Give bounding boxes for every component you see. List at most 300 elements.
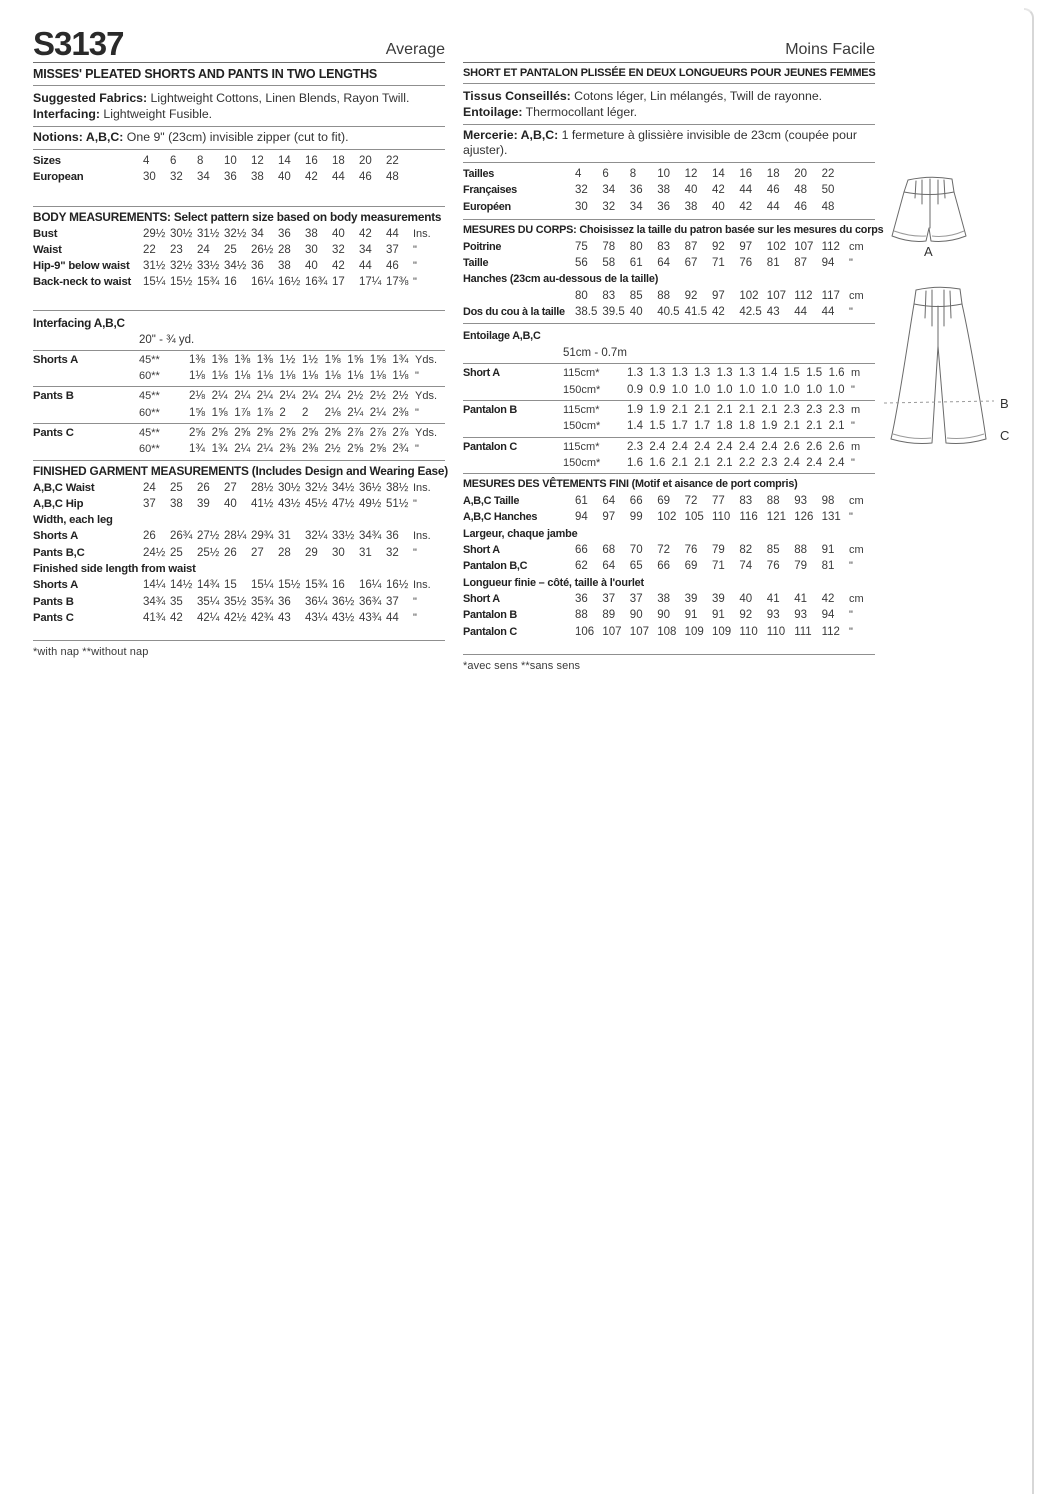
- cell-value: 4: [575, 168, 582, 180]
- cell-value: 1.0: [671, 383, 688, 396]
- cell-value: 36: [575, 592, 588, 605]
- interfacing-text-en: Lightweight Fusible.: [99, 107, 213, 121]
- cell-value: 107: [629, 625, 649, 638]
- cell-value: 31: [278, 530, 291, 543]
- cell-value: 31½: [143, 260, 166, 273]
- cell-value: 2.3: [806, 403, 823, 416]
- cell-value: 126: [794, 511, 814, 524]
- cell-value: 38: [657, 184, 670, 197]
- cell-value: 37: [629, 592, 643, 605]
- table-row: [463, 509, 875, 525]
- cell-value: 16: [739, 168, 753, 180]
- cell-value: 32½: [170, 260, 193, 273]
- cell-value: 2⅝: [256, 426, 273, 439]
- cell-value: 33½: [332, 530, 355, 543]
- cell-value: 48: [794, 184, 807, 197]
- cell-value: 26: [143, 530, 156, 543]
- row-label: Françaises: [463, 184, 517, 197]
- cell-value: 2.3: [627, 440, 643, 453]
- cell-value: 2⅝: [324, 426, 341, 439]
- cell-value: 2.4: [738, 440, 755, 453]
- row-label: Pants B: [33, 595, 74, 608]
- cell-value: 22: [386, 155, 399, 167]
- row-unit: ": [413, 276, 417, 289]
- cell-value: 28½: [251, 481, 274, 494]
- cell-value: 30: [332, 546, 345, 559]
- cell-value: 42: [332, 260, 345, 273]
- row-width-sub: 45**: [139, 353, 160, 366]
- cell-value: 121: [766, 511, 786, 524]
- table-row: [463, 558, 875, 574]
- table-row: [33, 610, 445, 626]
- cell-value: 1.6: [627, 456, 643, 469]
- cell-value: 36¾: [359, 595, 382, 608]
- cell-value: 15½: [170, 276, 193, 289]
- row-label: European: [33, 171, 84, 184]
- cell-value: 2⅝: [302, 426, 318, 439]
- cell-value: 45½: [305, 497, 328, 510]
- cell-value: 15¼: [251, 579, 274, 592]
- cell-value: 2¾: [392, 443, 409, 456]
- cell-value: 64: [657, 257, 670, 270]
- cell-value: 14: [278, 155, 291, 167]
- cell-value: 94: [575, 511, 588, 524]
- cell-value: 1.3: [716, 367, 733, 380]
- finished-title-en: FINISHED GARMENT MEASUREMENTS (Includes Design and Wearing Ease): [33, 463, 449, 478]
- cell-value: 102: [657, 511, 677, 524]
- table-row: [463, 288, 875, 304]
- cell-value: 26¾: [170, 530, 193, 543]
- cell-value: 38: [170, 497, 183, 510]
- cell-value: 43½: [278, 497, 301, 510]
- cell-value: 2⅝: [369, 443, 386, 456]
- table-row: [33, 258, 445, 274]
- cell-value: 14¾: [197, 579, 220, 592]
- cell-value: 1⅛: [324, 370, 341, 383]
- garment-line-drawings: [882, 148, 1034, 483]
- cell-value: 2⅜: [392, 406, 409, 419]
- row-unit: ": [413, 595, 417, 608]
- french-panel: [463, 28, 884, 672]
- notions-fr: [463, 125, 875, 163]
- cell-value: 110: [739, 625, 758, 638]
- cell-value: 38: [684, 200, 698, 213]
- cell-value: 31: [359, 546, 372, 559]
- table-row: [463, 239, 875, 255]
- cell-value: 34: [359, 243, 372, 256]
- cell-value: 1⅞: [256, 406, 273, 419]
- cell-value: 2½: [347, 390, 364, 403]
- cell-value: 36¼: [305, 595, 328, 608]
- cell-value: 38½: [386, 481, 409, 494]
- row-unit: cm: [848, 289, 864, 302]
- cell-value: 24: [143, 481, 156, 494]
- cell-value: 2⅛: [324, 406, 341, 419]
- cell-value: 72: [657, 544, 670, 557]
- cell-value: 16½: [278, 276, 301, 289]
- cell-value: 62: [575, 560, 588, 573]
- cell-value: 44: [821, 306, 835, 319]
- cell-value: 29: [305, 546, 318, 559]
- cell-value: 106: [575, 625, 595, 638]
- cell-value: 34½: [224, 260, 247, 273]
- cell-value: 2½: [392, 390, 409, 403]
- interfacing-block-fr: [463, 324, 875, 363]
- cell-value: 1⅝: [189, 406, 205, 419]
- row-label: Sizes: [33, 155, 61, 167]
- row-unit: ": [848, 511, 853, 524]
- cell-value: 34: [197, 171, 210, 184]
- cell-value: 2⅝: [211, 426, 228, 439]
- difficulty-en: Average: [385, 41, 445, 58]
- row-unit: ": [415, 406, 419, 419]
- cell-value: 1.0: [738, 383, 755, 396]
- cell-value: 40.5: [657, 306, 680, 319]
- cell-value: 1¾: [392, 353, 409, 366]
- row-unit: ": [413, 611, 417, 624]
- cell-value: 2.1: [671, 456, 688, 469]
- cell-value: 32: [575, 184, 588, 197]
- row-unit: m: [850, 367, 861, 380]
- cell-value: 43: [766, 306, 780, 319]
- row-label: Pantalon B,C: [463, 560, 528, 573]
- row-unit: cm: [848, 544, 864, 557]
- cell-value: 1⅜: [234, 353, 251, 366]
- view-c-label: C: [1000, 428, 1010, 443]
- cell-value: 1.4: [761, 367, 778, 380]
- cell-value: 32: [602, 200, 616, 213]
- cell-value: 18: [332, 155, 345, 167]
- cell-value: 42¾: [251, 611, 274, 624]
- cell-value: 67: [684, 257, 698, 270]
- cell-value: 80: [629, 240, 643, 253]
- row-unit: cm: [848, 495, 864, 508]
- cell-value: 36: [251, 260, 264, 273]
- table-row: [33, 226, 445, 242]
- cell-value: 2.4: [828, 456, 845, 469]
- interfacing-yardage-en: 20" - ¾ yd.: [139, 333, 195, 346]
- row-unit: ": [413, 546, 417, 559]
- cell-value: 2.6: [806, 440, 823, 453]
- cell-value: 1.9: [649, 403, 666, 416]
- cell-value: 2.1: [761, 403, 778, 416]
- cell-value: 10: [657, 168, 670, 180]
- cell-value: 2⅝: [347, 443, 364, 456]
- cell-value: 42.5: [739, 306, 762, 319]
- cell-value: 2.2: [738, 456, 755, 469]
- cell-value: 76: [739, 257, 753, 270]
- cell-value: 1⅛: [189, 370, 205, 383]
- cell-value: 85: [629, 289, 643, 302]
- cell-value: 112: [821, 240, 840, 253]
- row-unit: ": [848, 560, 853, 573]
- fabrics-text-en: Lightweight Cottons, Linen Blends, Rayon Twill.: [147, 91, 410, 105]
- table-row: [463, 493, 875, 509]
- cell-value: 1½: [302, 353, 318, 366]
- row-unit: ": [848, 609, 853, 622]
- cell-value: 28: [278, 546, 291, 559]
- row-unit: ": [413, 497, 417, 510]
- cell-value: 2½: [324, 443, 341, 456]
- cell-value: 2⅝: [234, 426, 251, 439]
- yardage-pantalon-c-fr: [463, 438, 875, 474]
- cell-value: 1.0: [783, 383, 800, 396]
- cell-value: 74: [739, 560, 753, 573]
- cell-value: 36½: [332, 595, 355, 608]
- table-row: [33, 169, 445, 185]
- interfacing-text-fr: Thermocollant léger.: [522, 105, 638, 119]
- cell-value: 10: [224, 155, 237, 167]
- table-row: [33, 388, 445, 404]
- cell-value: 2⅝: [189, 426, 205, 439]
- cell-value: 66: [629, 495, 643, 508]
- cell-value: 97: [739, 240, 753, 253]
- cell-value: 43¾: [359, 611, 382, 624]
- cell-value: 39: [711, 592, 725, 605]
- cell-value: 2⅜: [302, 443, 318, 456]
- table-row: [33, 480, 445, 496]
- cell-value: 41: [766, 592, 780, 605]
- cell-value: 2¼: [302, 390, 318, 403]
- cell-value: 2⅝: [279, 426, 296, 439]
- cell-value: 1.5: [806, 367, 823, 380]
- cell-value: 44: [766, 200, 780, 213]
- row-label: Short A: [463, 367, 500, 380]
- row-label: Shorts A: [33, 530, 79, 543]
- cell-value: 36: [386, 530, 399, 543]
- cell-value: 34¾: [143, 595, 166, 608]
- notions-text-fr: 1 fermeture à glissière invisible de 23cm (coupée pour ajuster).: [463, 128, 857, 157]
- cell-value: 93: [766, 609, 780, 622]
- fabrics-text-fr: Cotons léger, Lin mélangés, Twill de rayonne.: [570, 89, 823, 103]
- cell-value: 15¾: [305, 579, 328, 592]
- cell-value: 2.4: [649, 440, 666, 453]
- sizes-table-fr: [463, 163, 875, 215]
- pattern-code: S3137: [33, 25, 124, 62]
- row-unit: ": [413, 243, 417, 256]
- cell-value: 17¼: [359, 276, 382, 289]
- cell-value: 112: [794, 289, 813, 302]
- cell-value: 83: [739, 495, 753, 508]
- cell-value: 48: [821, 200, 835, 213]
- cell-value: 28¼: [224, 530, 247, 543]
- cell-value: 40: [224, 497, 237, 510]
- cell-value: 1⅝: [324, 353, 341, 366]
- cell-value: 46: [386, 260, 399, 273]
- finished-table-en: [33, 480, 445, 627]
- interfacing-label-en: Interfacing:: [33, 107, 100, 121]
- cell-value: 2.1: [694, 456, 711, 469]
- cell-value: 42½: [224, 611, 247, 624]
- row-label: Bust: [33, 227, 58, 240]
- row-label: Pants C: [33, 611, 74, 624]
- table-row: [33, 577, 445, 593]
- cell-value: 82: [739, 544, 753, 557]
- cell-value: 14¼: [143, 579, 166, 592]
- table-row: [33, 441, 445, 457]
- row-label: Back-neck to waist: [33, 276, 132, 289]
- cell-value: 89: [602, 609, 616, 622]
- cell-value: 91: [711, 609, 725, 622]
- cell-value: 27½: [197, 530, 220, 543]
- cell-value: 97: [602, 511, 616, 524]
- body-measurements-table-fr: [463, 239, 875, 320]
- yardage-shorts-a-en: [33, 351, 445, 387]
- cell-value: 25: [170, 546, 183, 559]
- table-row: [463, 542, 875, 558]
- cell-value: 32: [332, 243, 345, 256]
- cell-value: 116: [739, 511, 758, 524]
- row-unit: Ins.: [413, 530, 431, 543]
- cell-value: 36: [629, 184, 643, 197]
- cell-value: 46: [794, 200, 807, 213]
- cell-value: 1⅝: [369, 353, 386, 366]
- cell-value: 2⅞: [347, 426, 364, 439]
- cell-value: 35¾: [251, 595, 274, 608]
- table-row: [463, 182, 875, 198]
- row-unit: ": [848, 257, 853, 270]
- row-unit: ": [415, 370, 419, 383]
- notions-label-en: Notions: A,B,C:: [33, 130, 124, 144]
- cell-value: 38.5: [575, 306, 598, 319]
- cell-value: 61: [629, 257, 643, 270]
- cell-value: 12: [251, 155, 264, 167]
- cell-value: 107: [794, 240, 814, 253]
- cell-value: 44: [794, 306, 807, 319]
- cell-value: 1.3: [671, 367, 688, 380]
- row-width-sub: 150cm*: [563, 383, 601, 396]
- cell-value: 40: [278, 171, 291, 184]
- cell-value: 102: [739, 289, 759, 302]
- cell-value: 30: [143, 171, 156, 184]
- cell-value: 58: [602, 257, 616, 270]
- cell-value: 109: [684, 625, 704, 638]
- cell-value: 42: [821, 592, 835, 605]
- cell-value: 2.4: [671, 440, 688, 453]
- cell-value: 1.6: [828, 367, 845, 380]
- cell-value: 30: [575, 200, 588, 213]
- row-width-sub: 45**: [139, 426, 160, 439]
- table-row: [463, 607, 875, 623]
- cell-value: 79: [794, 560, 807, 573]
- row-width-sub: 45**: [139, 390, 160, 403]
- cell-value: 2.6: [783, 440, 800, 453]
- cell-value: 40: [739, 592, 753, 605]
- cell-value: 79: [711, 544, 725, 557]
- row-label: Pantalon C: [463, 625, 517, 638]
- yardage-short-a-fr: [463, 364, 875, 400]
- row-unit: Ins.: [413, 227, 431, 240]
- cell-value: 2¼: [347, 406, 364, 419]
- cell-value: 109: [711, 625, 732, 638]
- cell-value: 71: [711, 257, 725, 270]
- cell-value: 18: [766, 168, 780, 180]
- cell-value: 15½: [278, 579, 301, 592]
- row-label: Tailles: [463, 168, 494, 180]
- cell-value: 40: [684, 184, 698, 197]
- cell-value: 1⅜: [211, 353, 228, 366]
- row-width-sub: 60**: [139, 406, 160, 419]
- cell-value: 98: [821, 495, 835, 508]
- cell-value: 2.1: [716, 456, 733, 469]
- cell-value: 29½: [143, 227, 166, 240]
- cell-value: 38: [657, 592, 670, 605]
- cell-value: 22: [821, 168, 835, 180]
- cell-value: 12: [684, 168, 698, 180]
- cell-value: 41½: [251, 497, 274, 510]
- row-unit: ": [850, 456, 855, 469]
- table-row: [463, 418, 875, 434]
- cell-value: 2.4: [783, 456, 800, 469]
- cell-value: 83: [602, 289, 616, 302]
- cell-value: 23: [170, 243, 183, 256]
- cell-value: 42: [359, 227, 372, 240]
- cell-value: 47½: [332, 497, 355, 510]
- cell-value: 2.1: [828, 420, 845, 433]
- cell-value: 2¼: [324, 390, 341, 403]
- row-unit: Ins.: [413, 579, 431, 592]
- cell-value: 38: [305, 227, 318, 240]
- table-row: [463, 365, 875, 381]
- row-unit: ": [415, 443, 419, 456]
- cell-value: 29¾: [251, 530, 274, 543]
- cell-value: 2¼: [256, 390, 273, 403]
- cell-value: 111: [794, 625, 812, 638]
- row-unit: cm: [848, 240, 864, 253]
- cell-value: 34: [602, 184, 616, 197]
- masthead-fr: [463, 28, 875, 63]
- shorts-a-sketch: [892, 177, 966, 241]
- cell-value: 6: [170, 155, 177, 167]
- cell-value: 107: [602, 625, 622, 638]
- row-unit: Yds.: [415, 353, 438, 366]
- table-row: [463, 166, 875, 182]
- cell-value: 42: [170, 611, 183, 624]
- row-width-sub: 60**: [139, 370, 160, 383]
- cell-value: 22: [143, 243, 156, 256]
- row-label: Pantalon B: [463, 609, 517, 622]
- cell-value: 97: [711, 289, 725, 302]
- row-width-sub: 115cm*: [563, 403, 600, 416]
- cell-value: 40: [629, 306, 643, 319]
- cell-value: 2¼: [234, 443, 251, 456]
- cell-value: 110: [766, 625, 786, 638]
- cell-value: 30½: [278, 481, 301, 494]
- table-row: [463, 402, 875, 418]
- table-subheading: Largeur, chaque jambe: [463, 527, 578, 540]
- row-unit: m: [850, 403, 861, 416]
- cell-value: 32: [170, 171, 183, 184]
- row-label: A,B,C Waist: [33, 481, 95, 494]
- table-row: [463, 591, 875, 607]
- interfacing-label-fr: Entoilage:: [463, 105, 523, 119]
- cell-value: 46: [359, 171, 372, 184]
- cell-value: 1⅛: [392, 370, 409, 383]
- cell-value: 1⅛: [234, 370, 251, 383]
- cell-value: 44: [332, 171, 345, 184]
- row-unit: ": [848, 306, 853, 319]
- cell-value: 26: [197, 481, 210, 494]
- cell-value: 1⅛: [302, 370, 318, 383]
- cell-value: 88: [794, 544, 807, 557]
- cell-value: 42: [711, 184, 725, 197]
- cell-value: 76: [766, 560, 780, 573]
- cell-value: 88: [766, 495, 780, 508]
- cell-value: 78: [602, 240, 616, 253]
- row-label: Pants B,C: [33, 546, 85, 559]
- cell-value: 105: [684, 511, 704, 524]
- row-label: Pants C: [33, 426, 74, 439]
